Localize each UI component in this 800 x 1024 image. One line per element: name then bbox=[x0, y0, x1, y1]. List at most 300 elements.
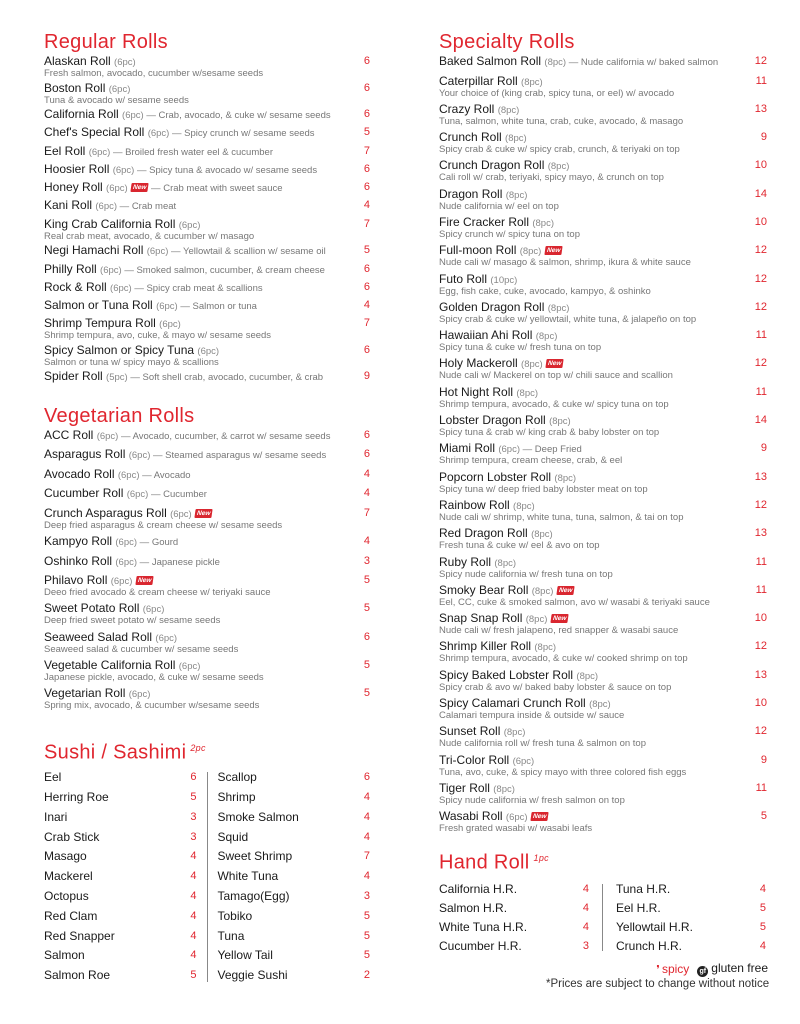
item-piece-count: (8pc) bbox=[505, 133, 527, 145]
item-name: Crazy Roll bbox=[439, 101, 495, 116]
sushi-title: Sushi / Sashimi $^{2pc}$ bbox=[44, 741, 206, 764]
item-price: 5 bbox=[760, 810, 767, 823]
dash: — bbox=[169, 128, 185, 140]
item-name: Yellowtail H.R. bbox=[616, 919, 693, 934]
item-piece-count: (8pc) bbox=[547, 161, 570, 173]
menu-item-line bbox=[44, 181, 344, 195]
item-price: 9 bbox=[760, 753, 767, 766]
menu-item-line bbox=[439, 216, 741, 230]
item-name: Mackerel bbox=[44, 869, 93, 884]
dash: — bbox=[117, 201, 132, 213]
item-name: Chef's Special Roll bbox=[44, 125, 145, 140]
dash: — bbox=[143, 110, 159, 121]
item-price: 12 bbox=[754, 725, 767, 738]
menu-item bbox=[44, 867, 197, 887]
item-price: 6 bbox=[363, 81, 370, 94]
item-price: 4 bbox=[363, 830, 370, 843]
menu-item-line bbox=[44, 126, 344, 140]
menu-item-line bbox=[439, 329, 741, 343]
menu-item-line bbox=[44, 429, 344, 443]
menu-item-line bbox=[44, 82, 344, 96]
menu-item bbox=[439, 880, 589, 899]
menu-item bbox=[439, 442, 767, 470]
menu-item bbox=[44, 768, 197, 788]
menu-item bbox=[44, 507, 370, 535]
item-piece-count: (8pc) bbox=[589, 699, 611, 711]
item-piece-count: (6pc) bbox=[115, 537, 138, 549]
menu-item bbox=[217, 828, 370, 848]
item-price: 6 bbox=[363, 630, 370, 643]
menu-item bbox=[439, 612, 767, 640]
item-piece-count: (8pc) bbox=[505, 189, 528, 201]
item-name: Red Snapper bbox=[44, 928, 115, 943]
dash: — bbox=[566, 57, 581, 68]
item-price: 12 bbox=[754, 300, 767, 313]
menu-item-line bbox=[44, 631, 344, 645]
item-price: 7 bbox=[363, 317, 370, 330]
new-badge: New bbox=[530, 812, 549, 821]
item-description: Salmon or tuna bbox=[192, 301, 257, 313]
item-price: 6 bbox=[363, 262, 370, 275]
dash: — bbox=[137, 537, 152, 549]
new-badge: New bbox=[135, 576, 154, 585]
item-name: Smoky Bear Roll bbox=[439, 582, 529, 597]
item-price: 4 bbox=[363, 299, 370, 312]
dash: — bbox=[168, 246, 183, 258]
dash: — bbox=[121, 264, 137, 276]
menu-item bbox=[44, 448, 370, 468]
menu-item bbox=[44, 574, 370, 602]
item-description: Spicy crunch w/ sesame seeds bbox=[184, 128, 315, 140]
item-name: Tri-Color Roll bbox=[439, 752, 510, 767]
item-price: 5 bbox=[363, 687, 370, 700]
menu-item bbox=[439, 329, 767, 357]
item-piece-count: (6pc) bbox=[108, 83, 131, 95]
menu-item-line bbox=[439, 527, 741, 541]
item-piece-count: (8pc) bbox=[494, 557, 517, 569]
item-price: 5 bbox=[363, 658, 370, 671]
menu-item bbox=[44, 468, 370, 488]
item-name: Eel H.R. bbox=[616, 900, 661, 915]
item-piece-count: (6pc) bbox=[142, 604, 165, 616]
menu-item-line bbox=[439, 414, 741, 428]
item-name: Full-moon Roll bbox=[439, 243, 517, 258]
item-piece-count: (8pc) bbox=[576, 670, 599, 682]
hand-roll-list bbox=[439, 880, 767, 955]
sushi-column-right bbox=[217, 768, 370, 986]
menu-item bbox=[217, 907, 370, 927]
item-price: 6 bbox=[363, 108, 370, 120]
menu-item bbox=[616, 937, 766, 956]
menu-item-line bbox=[44, 299, 344, 313]
item-name: Oshinko Roll bbox=[44, 553, 113, 568]
menu-item-line bbox=[44, 163, 344, 177]
item-name: Rainbow Roll bbox=[439, 497, 510, 512]
item-price: 6 bbox=[363, 280, 370, 293]
menu-item bbox=[44, 847, 197, 867]
item-description: Tuna & avocado w/ sesame seeds bbox=[44, 94, 189, 106]
item-piece-count: (6pc) bbox=[110, 282, 132, 294]
menu-item bbox=[44, 263, 370, 281]
menu-item bbox=[44, 55, 370, 82]
item-price: 5 bbox=[759, 901, 766, 914]
item-description: Spicy tuna & crab w/ king crab & baby lobster on top bbox=[439, 427, 660, 439]
menu-item bbox=[217, 946, 370, 966]
item-piece-count: (6pc) bbox=[159, 319, 181, 331]
item-description: Cucumber bbox=[163, 489, 207, 501]
item-name: Avocado Roll bbox=[44, 466, 115, 481]
item-description: Spicy tuna & avocado w/ sesame seeds bbox=[149, 164, 318, 176]
item-price: 14 bbox=[754, 414, 767, 427]
menu-item-line bbox=[44, 535, 344, 549]
item-name: Hawaiian Ahi Roll bbox=[439, 328, 533, 343]
item-name: White Tuna bbox=[217, 869, 279, 884]
menu-item bbox=[44, 535, 370, 555]
menu-item bbox=[439, 499, 767, 527]
menu-item bbox=[439, 782, 767, 810]
item-name: Ruby Roll bbox=[439, 554, 492, 569]
hand-column-right bbox=[616, 880, 766, 955]
item-name: Red Dragon Roll bbox=[439, 526, 528, 541]
item-price: 9 bbox=[363, 370, 370, 383]
item-name: Seaweed Salad Roll bbox=[44, 629, 153, 644]
item-price: 12 bbox=[754, 357, 767, 370]
item-piece-count: (6pc) bbox=[112, 164, 135, 176]
item-price: 6 bbox=[363, 55, 370, 67]
menu-item-line bbox=[439, 584, 741, 598]
regular-rolls-list bbox=[44, 55, 370, 389]
item-description: Spicy tuna & cuke w/ fresh tuna on top bbox=[439, 342, 602, 354]
item-description: Crab meat bbox=[131, 201, 177, 213]
item-description: Soft shell crab, avocado, cucumber, & crab bbox=[142, 372, 324, 384]
item-price: 7 bbox=[363, 217, 370, 230]
item-name: Tobiko bbox=[217, 908, 253, 923]
item-description: Shrimp tempura, avocado, & cuke w/ cooked shrimp on top bbox=[439, 653, 688, 665]
item-description: Avocado, cucumber, & carrot w/ sesame seeds bbox=[132, 430, 331, 442]
item-price: 4 bbox=[190, 929, 197, 942]
item-name: Tamago(Egg) bbox=[217, 888, 290, 903]
item-name: Spicy Baked Lobster Roll bbox=[439, 667, 574, 682]
item-piece-count: (6pc) bbox=[498, 444, 521, 456]
item-description: Tuna, salmon, white tuna, crab, cuke, avocado, & masago bbox=[439, 115, 684, 127]
menu-item-line bbox=[439, 556, 741, 570]
menu-item-line bbox=[439, 103, 741, 117]
item-name: Hot Night Roll bbox=[439, 384, 514, 399]
item-price: 4 bbox=[190, 870, 197, 883]
item-piece-count: (8pc) bbox=[544, 57, 567, 68]
item-description: Spring mix, avocado, & cucumber w/sesame seeds bbox=[44, 700, 260, 712]
menu-item bbox=[616, 899, 766, 918]
price-note: *Prices are subject to change without notice bbox=[546, 978, 770, 990]
menu-item bbox=[439, 244, 767, 272]
item-price: 4 bbox=[190, 909, 197, 922]
menu-item-line bbox=[44, 487, 344, 501]
item-piece-count: (6pc) bbox=[88, 146, 111, 158]
item-description: Gourd bbox=[151, 537, 179, 549]
menu-item-line bbox=[44, 448, 344, 462]
menu-item bbox=[439, 131, 767, 159]
item-name: Spicy Salmon or Spicy Tuna bbox=[44, 342, 195, 357]
item-price: 11 bbox=[755, 781, 767, 794]
menu-item bbox=[217, 927, 370, 947]
item-price: 5 bbox=[363, 949, 370, 962]
menu-item bbox=[44, 828, 197, 848]
item-price: 6 bbox=[363, 448, 370, 461]
item-price: 11 bbox=[755, 74, 767, 87]
menu-item bbox=[439, 527, 767, 555]
gluten-free-icon: gf bbox=[697, 966, 708, 977]
menu-item-line bbox=[44, 507, 344, 521]
item-description: Broiled fresh water eel & cucumber bbox=[125, 146, 273, 158]
gluten-free-key: gf gluten free bbox=[697, 961, 768, 977]
hand-divider bbox=[602, 884, 603, 951]
item-description: Nude california w/ baked salmon bbox=[580, 57, 719, 68]
item-name: Eel bbox=[44, 770, 62, 785]
item-price: 5 bbox=[363, 909, 370, 922]
item-piece-count: (6pc) bbox=[106, 183, 128, 195]
item-price: 5 bbox=[363, 574, 370, 587]
menu-item bbox=[44, 344, 370, 371]
hand-roll-count: 1pc bbox=[533, 852, 549, 863]
vegetarian-rolls-title: Vegetarian Rolls bbox=[44, 404, 195, 427]
hand-column-left bbox=[439, 880, 589, 955]
item-description: Eel, CC, cuke & smoked salmon, avo w/ wasabi & teriyaki sauce bbox=[439, 596, 710, 608]
item-description: Deep Fried bbox=[534, 444, 582, 456]
item-description: Japanese pickle bbox=[151, 556, 220, 568]
item-name: Eel Roll bbox=[44, 143, 86, 158]
item-description: Steamed asparagus w/ sesame seeds bbox=[165, 450, 327, 462]
item-piece-count: (6pc) bbox=[115, 556, 138, 568]
menu-item bbox=[217, 847, 370, 867]
item-price: 5 bbox=[190, 969, 197, 982]
menu-item bbox=[44, 299, 370, 317]
menu-item bbox=[439, 188, 767, 216]
item-piece-count: (6pc) bbox=[95, 201, 118, 213]
item-name: Boston Roll bbox=[44, 80, 106, 95]
item-name: Lobster Dragon Roll bbox=[439, 413, 546, 428]
item-name: Cucumber H.R. bbox=[439, 938, 522, 953]
menu-item bbox=[44, 887, 197, 907]
item-name: Miami Roll bbox=[439, 441, 496, 456]
menu-item-line bbox=[439, 159, 741, 173]
item-name: Sunset Roll bbox=[439, 724, 501, 739]
dash: — bbox=[127, 372, 143, 384]
item-description: Spicy nude california w/ fresh tuna on top bbox=[439, 568, 613, 580]
item-description: Japanese pickle, avocado, & cuke w/ sesame seeds bbox=[44, 671, 264, 683]
specialty-rolls-title: Specialty Rolls bbox=[439, 31, 575, 53]
item-price: 2 bbox=[363, 969, 370, 982]
hand-roll-title: Hand Roll $^{1pc}$ bbox=[439, 851, 549, 874]
item-name: Tuna H.R. bbox=[616, 882, 671, 897]
menu-item-line bbox=[44, 108, 344, 122]
menu-item bbox=[439, 75, 767, 103]
item-name: Salmon bbox=[44, 948, 85, 963]
item-piece-count: (8pc) bbox=[532, 217, 555, 229]
item-piece-count: (8pc) bbox=[531, 529, 553, 541]
item-price: 5 bbox=[190, 791, 197, 803]
menu-item bbox=[439, 357, 767, 385]
dash: — bbox=[177, 301, 193, 313]
item-price: 3 bbox=[190, 830, 197, 843]
item-description: Deep fried sweet potato w/ sesame seeds bbox=[44, 615, 221, 627]
menu-item-line bbox=[44, 55, 344, 69]
dash: — bbox=[150, 450, 166, 462]
menu-item bbox=[217, 788, 370, 808]
item-piece-count: (8pc) bbox=[493, 783, 515, 795]
menu-item bbox=[439, 584, 767, 612]
item-piece-count: (8pc) bbox=[521, 76, 543, 88]
item-name: Spicy Calamari Crunch Roll bbox=[439, 696, 586, 711]
item-description: Fresh salmon, avocado, cucumber w/sesame seeds bbox=[44, 68, 264, 79]
item-price: 4 bbox=[759, 939, 766, 952]
menu-item-line bbox=[44, 145, 344, 159]
item-name: Baked Salmon Roll bbox=[439, 54, 542, 68]
item-price: 11 bbox=[755, 329, 767, 342]
item-name: Inari bbox=[44, 809, 68, 824]
item-price: 4 bbox=[363, 467, 370, 480]
item-description: Nude cali w/ masago & salmon, shrimp, ikura & white sauce bbox=[439, 257, 691, 269]
menu-item-line bbox=[44, 468, 344, 482]
item-price: 11 bbox=[755, 583, 767, 596]
dash: — bbox=[110, 146, 126, 158]
menu-item-line bbox=[44, 244, 344, 258]
menu-item bbox=[44, 317, 370, 344]
item-name: Caterpillar Roll bbox=[439, 73, 518, 88]
menu-item bbox=[44, 927, 197, 947]
item-description: Smoked salmon, cucumber, & cream cheese bbox=[136, 264, 325, 276]
item-price: 6 bbox=[190, 771, 197, 784]
item-name: Octopus bbox=[44, 888, 89, 903]
menu-item bbox=[439, 937, 589, 956]
item-price: 6 bbox=[363, 428, 370, 441]
menu-item-line bbox=[44, 602, 344, 616]
item-description: Your choice of (king crab, spicy tuna, or eel) w/ avocado bbox=[439, 87, 675, 99]
item-piece-count: (6pc) bbox=[117, 469, 140, 481]
menu-item bbox=[44, 602, 370, 630]
item-price: 3 bbox=[582, 939, 589, 952]
item-description: Salmon or tuna w/ spicy mayo & scallions bbox=[44, 356, 219, 368]
item-description: Yellowtail & scallion w/ sesame oil bbox=[182, 246, 326, 258]
menu-item-line bbox=[439, 640, 741, 654]
item-name: Kani Roll bbox=[44, 198, 93, 213]
item-piece-count: (8pc) bbox=[525, 614, 548, 626]
item-name: Crab Stick bbox=[44, 829, 100, 844]
item-name: Salmon or Tuna Roll bbox=[44, 298, 153, 313]
menu-item bbox=[44, 946, 197, 966]
item-price: 7 bbox=[363, 850, 370, 863]
menu-item-line bbox=[439, 754, 741, 768]
item-name: Shrimp bbox=[217, 790, 256, 804]
menu-item bbox=[439, 640, 767, 668]
item-piece-count: (6pc) bbox=[128, 450, 151, 462]
item-price: 6 bbox=[363, 343, 370, 356]
item-description: Shrimp tempura, cream cheese, crab, & eel bbox=[439, 455, 623, 467]
item-price: 5 bbox=[363, 244, 370, 257]
menu-item-line bbox=[439, 301, 741, 315]
item-description: Nude cali w/ fresh jalapeno, red snapper & wasabi sauce bbox=[439, 625, 679, 637]
item-description: Nude cali w/ shrimp, white tuna, tuna, salmon, & tai on top bbox=[439, 511, 684, 523]
item-name: Veggie Sushi bbox=[217, 968, 288, 983]
item-piece-count: (6pc) bbox=[100, 264, 122, 276]
menu-item bbox=[217, 867, 370, 887]
item-piece-count: (6pc) bbox=[147, 128, 170, 140]
item-piece-count: (6pc) bbox=[178, 660, 201, 672]
dash: — bbox=[139, 469, 154, 481]
item-description: Nude california roll w/ fresh tuna & salmon on top bbox=[439, 738, 646, 750]
item-description: Fresh tuna & cuke w/ eel & avo on top bbox=[439, 540, 600, 552]
item-piece-count: (6pc) bbox=[110, 576, 133, 588]
item-price: 5 bbox=[363, 126, 370, 139]
new-badge: New bbox=[130, 183, 149, 192]
item-name: Kampyo Roll bbox=[44, 534, 113, 549]
menu-item bbox=[439, 301, 767, 329]
menu-item bbox=[616, 918, 766, 937]
item-piece-count: (6pc) bbox=[146, 246, 169, 258]
item-description: Cali roll w/ crab, teriyaki, spicy mayo, & crunch on top bbox=[439, 172, 664, 184]
item-name: Spider Roll bbox=[44, 369, 103, 384]
item-price: 5 bbox=[363, 929, 370, 942]
menu-item-line bbox=[439, 810, 741, 824]
menu-item bbox=[44, 966, 197, 986]
new-badge: New bbox=[544, 246, 563, 255]
right-column bbox=[439, 30, 767, 955]
item-name: Tiger Roll bbox=[439, 780, 490, 795]
item-description: Spicy tuna w/ deep fried baby lobster meat on top bbox=[439, 483, 648, 495]
item-name: Hoosier Roll bbox=[44, 161, 110, 176]
menu-item bbox=[616, 880, 766, 899]
item-description: Seaweed salad & cucumber w/ sesame seeds bbox=[44, 643, 239, 655]
menu-item bbox=[44, 659, 370, 687]
menu-item bbox=[439, 556, 767, 584]
item-piece-count: (8pc) bbox=[534, 642, 557, 654]
menu-item-line bbox=[439, 188, 741, 202]
item-name: Vegetarian Roll bbox=[44, 686, 126, 701]
item-description: Calamari tempura inside & outside w/ sauce bbox=[439, 710, 625, 722]
menu-item bbox=[44, 555, 370, 575]
menu-item bbox=[439, 471, 767, 499]
item-piece-count: (6pc) bbox=[96, 430, 119, 442]
item-name: Smoke Salmon bbox=[217, 809, 299, 824]
item-name: Honey Roll bbox=[44, 180, 103, 195]
menu-item bbox=[44, 244, 370, 262]
menu-item bbox=[44, 907, 197, 927]
item-name: Herring Roe bbox=[44, 790, 109, 804]
item-name: White Tuna H.R. bbox=[439, 919, 528, 934]
item-name: Philly Roll bbox=[44, 261, 97, 276]
menu-item-line bbox=[44, 370, 344, 384]
menu-item bbox=[439, 669, 767, 697]
menu-item-line bbox=[44, 218, 344, 232]
item-price: 4 bbox=[582, 920, 589, 933]
item-price: 12 bbox=[754, 640, 767, 653]
item-price: 7 bbox=[363, 144, 370, 157]
item-piece-count: (8pc) bbox=[516, 387, 539, 399]
menu-item-line bbox=[44, 199, 344, 213]
item-name: Holy Mackeroll bbox=[439, 356, 518, 371]
item-name: California H.R. bbox=[439, 882, 518, 897]
item-name: Asparagus Roll bbox=[44, 447, 126, 462]
item-price: 6 bbox=[363, 181, 370, 194]
item-description: Spicy crab & cuke w/ spicy crab, crunch, & teriyaki on top bbox=[439, 144, 680, 156]
menu-item-line bbox=[44, 574, 344, 588]
item-description: Crab meat with sweet sauce bbox=[163, 183, 283, 195]
item-piece-count: (6pc) bbox=[114, 57, 136, 68]
item-description: Crab, avocado, & cuke w/ sesame seeds bbox=[158, 110, 331, 121]
menu-item bbox=[44, 687, 370, 715]
item-name: Shrimp Tempura Roll bbox=[44, 316, 156, 331]
item-price: 4 bbox=[363, 199, 370, 212]
item-price: 14 bbox=[754, 187, 767, 200]
